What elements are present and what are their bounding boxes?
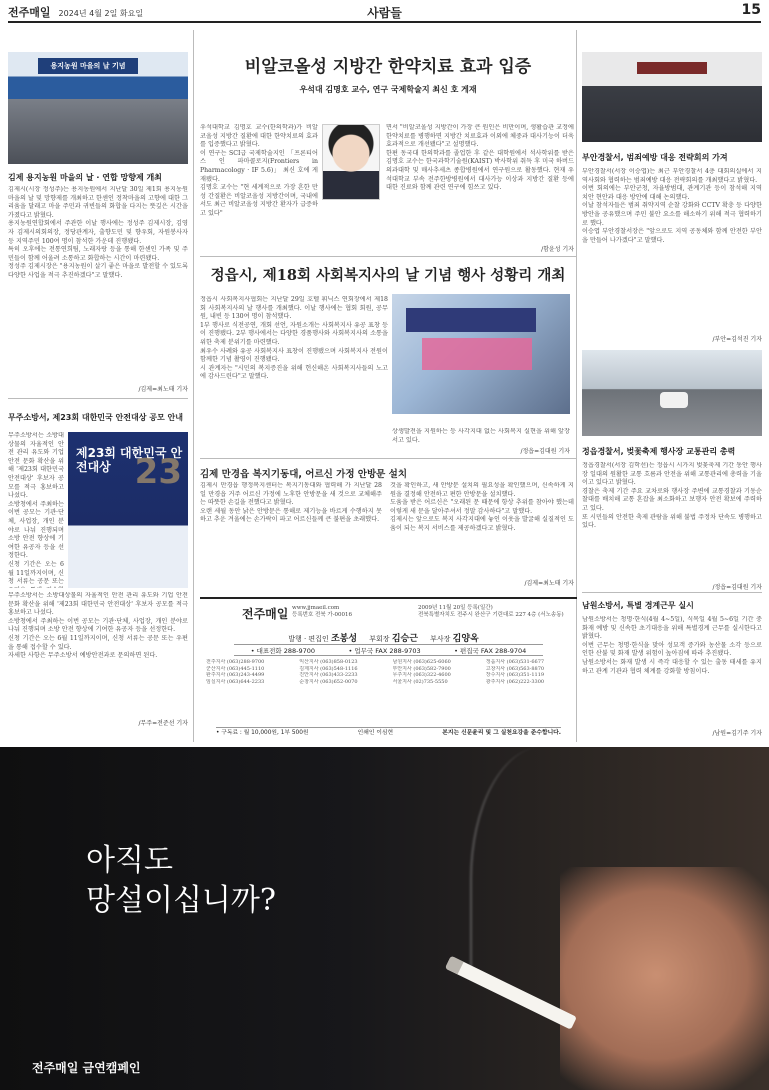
ad-headline: [86, 841, 276, 921]
photo-traffic: [582, 350, 762, 436]
article-byline: /무주=전준선 기자: [138, 720, 188, 727]
article-byline: /부안=김석진 기자: [712, 336, 762, 343]
column-divider: [193, 30, 194, 742]
masthead-address: [418, 605, 564, 619]
masthead-phones: [234, 644, 543, 656]
second-byline: /정읍=김대원 기자: [520, 448, 570, 455]
masthead-people: [200, 631, 577, 644]
article-byline: /정읍=김대원 기자: [712, 584, 762, 591]
office-entry: 고창지사 (063)563-8870: [485, 665, 545, 672]
article-byline: /남원=김기주 기자: [712, 730, 762, 737]
third-body-col1: 김제시 만경읍 행정복지센터는 복지기동대와 협력해 가 지난달 28일 만경읍 거주 어르신 가정에 노후한 안방문을 새 것으로 교체해주는 따뜻한 손길을 전했다고 밝혔다. 오랜 세월 동안 낡은 안방문은 통해로 제기능을 바르게 수행하지 못하고 추운 겨울에는 손가락이 파고 어르신들께 큰 불편을 초래했다.: [200, 482, 382, 524]
masthead-addr: 전북특별자치도 전주시 완산구 기린대로 227 4층 (서노송동): [418, 612, 564, 618]
masthead-logo: 전주매일: [242, 607, 289, 621]
publisher-label: 발행 · 편집인: [288, 635, 329, 643]
photo-sign: [422, 338, 532, 370]
page-header: [8, 4, 761, 20]
third-body-col2: 것을 확인하고, 새 안방문 설치의 필요성을 확인했으며, 신속하게 지원을 결정해 안전하고 편한 안방문을 설치했다. 도움을 받은 어르신은 "오래된 문 때문에 항상 추위를 참아야 했는데 이렇게 새 문을 달아주셔서 정말 감사하다"고 말했다. 김제시는 앞으로도 복지 사각지대에 놓인 이웃을 발굴해 실질적인 도움이 되는 복지 서비스를 제공하겠다고 밝혔다.: [390, 482, 574, 532]
ad-line-1: 아직도: [86, 843, 173, 878]
office-entry: 익산지사 (063)858-0123: [299, 659, 358, 665]
masthead-box: [200, 597, 577, 737]
photo-banner: [637, 62, 707, 74]
fax-editorial: • 편집국 FAX 288-9704: [454, 646, 527, 655]
office-entry: 무주지사 (063)322-4600: [392, 672, 451, 679]
poster-image: [68, 432, 188, 588]
article-body: 남원소방서는 청명·한식(4월 4~5일), 식목일 4월 5~6일 기간 중 화재 예방 및 신속한 초기대응을 위해 특별경계 근무를 실시한다고 밝혔다. 이번 근무는 청명·한식을 맞아 성묘객 증가와 농산물 소각 등으로 인한 산불 및 화재 발생 위험이 높아짐에 따라 추진됐다. 남원소방서는 화재 발생 시 즉각 대응할 수 있는 출동 태세를 유지하고 관계 기관과 협력 체계를 강화할 방침이다.: [582, 616, 762, 675]
third-headline: 김제 만경읍 복지기동대, 어르신 가정 안방문 설치: [200, 469, 407, 480]
cp-label: 부사장: [430, 635, 451, 643]
poster-number: 23: [134, 452, 182, 492]
page-number: 15: [741, 2, 761, 18]
ethics-statement: 본지는 신문윤리 및 그 실천요강을 준수합니다.: [442, 730, 561, 736]
masthead-reg-no: 등록번호 전북 가-00016: [292, 612, 353, 618]
portrait-photo: [322, 124, 380, 200]
office-entry: 광주지사 (062)222-3300: [485, 678, 545, 685]
ad-line-2: 망설이십니까?: [86, 883, 276, 918]
article-divider: [200, 458, 576, 459]
masthead-url-reg: [292, 605, 352, 619]
fax-business: • 업무국 FAX 288-9703: [348, 646, 421, 655]
office-entry: 임실지사 (063)644-2233: [206, 678, 265, 685]
photo-social-workers: [392, 294, 570, 414]
lead-byline: /함윤성 기자: [541, 246, 574, 253]
office-entry: 남원지사 (063)625-6060: [392, 659, 451, 665]
article-headline: 남원소방서, 특별 경계근무 실시: [582, 601, 694, 610]
office-entry: 전주지사 (063)288-9700: [206, 659, 265, 665]
header-brand: 전주매일: [8, 6, 51, 19]
photo-car: [660, 392, 688, 408]
poster-title: 제23회 대한민국 안전대상: [76, 446, 183, 474]
office-entry: 군산지사 (063)445-1110: [206, 665, 265, 672]
section-title: 사람들: [367, 6, 402, 20]
article-body-part2: 무주소방서는 소방대상물의 자율적인 안전 관리 유도와 기업 안전 문화 확산을 위해 '제23회 대한민국 안전대상' 후보자 공모를 적극 홍보하고 나섰다. 소방청에서 주최하는 이번 공모는 기관·단체, 사업장, 개인 분야로 나눠 진행되며 소방 안전 향상에 기여한 유공자 등을 선정한다. 신청 기간은 오는 6월 11일까지이며, 신청 서류는 공문 또는 우편을 통해 접수할 수 있다. 자세한 사항은 무주소방서 예방안전과로 문의하면 된다.: [8, 592, 188, 660]
article-byline: /김제=최노태 기자: [138, 386, 188, 393]
masthead-footer: [216, 727, 561, 738]
office-entry: 김제지사 (063)548-1116: [299, 665, 358, 672]
article-divider: [582, 592, 762, 593]
photo-banner-text: 용지농원 마을의 날 기념: [38, 58, 138, 74]
masthead-url[interactable]: www.jjmaeil.com: [292, 605, 340, 611]
article-headline: 무주소방서, 제23회 대한민국 안전대상 공모 안내: [8, 413, 183, 422]
subscription-price: • 구독료 : 월 10,000원, 1부 500원: [216, 730, 309, 736]
article-divider: [8, 398, 188, 399]
article-body: 정읍경찰서(서장 김학선)는 정읍시 시가지 벚꽃축제 기간 동안 행사장 일대의 원활한 교통 흐름과 안전을 위해 교통관리에 총력을 기울이고 있다고 밝혔다. 경찰은 축제 기간 주요 교차로와 행사장 주변에 교통경찰과 기동순찰대를 배치해 교통 혼잡을 최소화하고 보행자 안전 확보에 주력하고 있다. 또 시민들의 안전한 축제 관람을 위해 불법 주정차 단속도 병행하고 있다.: [582, 462, 762, 530]
photo-police-meeting: [582, 52, 762, 142]
hand-graphic: [560, 867, 769, 1090]
second-body-col1: 정읍시 사회복지사협회는 지난달 29일 호텔 휘닉스 연회장에서 제18회 사회복지사의 날 행사를 개최했다. 이날 행사에는 협회 회원, 공무원, 내빈 등 130여 명이 참석했다. 1부 행사로 식전공연, 개회 선언, 자원소개는 사회복지사 유공 표창 등이 진행됐다. 2부 행사에서는 다양한 경품행사와 사회복지사의 소통을 위한 축제 분위기를 마련했다. 최우수 사례와 유공 사회복지사 표창이 진행됐으며 사회복지사 전원이 함께한 기념 촬영이 진행됐다. 시 관계자는 "시민의 복지증진을 위해 헌신해온 사회복지사들의 노고에 감사드린다"고 말했다.: [200, 296, 388, 381]
second-headline: 정읍시, 제18회 사회복지사의 날 기념 행사 성황리 개최: [210, 267, 566, 284]
printer-name: 인쇄인 이심현: [357, 730, 394, 736]
header-rule: [8, 21, 761, 23]
article-headline: 부안경찰서, 범죄예방 대응 전략회의 가져: [582, 153, 728, 162]
header-date: 2024년 4월 2일 화요일: [58, 9, 144, 18]
article-headline: 정읍경찰서, 벚꽃축제 행사장 교통관리 총력: [582, 447, 736, 456]
article-body: 부안경찰서(서장 이승엽)는 최근 부안경찰서 4층 대회의실에서 지역사회와 협력하는 범죄예방 대응 전략회의를 개최했다고 밝혔다. 이번 회의에는 부안군청, 자율방범대, 관계기관 등이 참석해 지역 치안 현안과 대응 방안에 대해 논의했다. 이날 참석자들은 범죄 취약지역 순찰 강화와 CCTV 확충 등 다양한 방안을 공유했으며 주민 불안 요소를 해소하기 위해 적극 협력하기로 했다. 이승엽 부안경찰서장은 "앞으로도 지역 공동체와 함께 안전한 부안을 만들어 나가겠다"고 말했다.: [582, 168, 762, 244]
article-divider: [200, 256, 576, 257]
anti-smoking-ad: [0, 747, 769, 1090]
lead-subhead: 우석대 김명호 교수, 연구 국제학술지 최신 호 게재: [299, 85, 477, 94]
office-entry: 순창지사 (063)652-0070: [299, 678, 358, 685]
photo-banner: [406, 308, 536, 332]
vp-name: 김승근: [391, 634, 418, 644]
cp-name: 김양옥: [452, 634, 479, 644]
publisher-name: 조봉성: [330, 634, 358, 644]
article-body-part1: 무주소방서는 소방대상물의 자율적인 안전 관리 유도와 기업 안전 문화 확산을 위해 '제23회 대한민국 안전대상' 후보자 공모를 적극 홍보하고 나섰다. 소방청에서 주최하는 이번 공모는 기관·단체, 사업장, 개인 분야로 나눠 진행되며 소방 안전 향상에 기여한 유공자 등을 선정한다. 신청 기간은 오는 6월 11일까지이며, 신청 서류는 공문 또는: [8, 432, 64, 586]
article-headline: 김제 용지농원 마을의 날 · 연합 망향제 개최: [8, 173, 162, 182]
lead-body-col2: 면서 "비알코올성 지방간이 가장 큰 원인은 비만이며, 생활습관 교정에 한약치료를 병행하면 지방간 치료효과 이외에 체중과 대사기능이 더욱 효과적으로 개선됐다"고 설명했다. 한편 동국대 한의학과를 졸업한 후 같은 대학원에서 석사학위를 받은 김명호 교수는 한국과학기술원(KAIST) 박사학위 취득 후 미국 하버드 의과대학 및 매사추세츠 종합병원에서 연구원으로 활동했다. 현재 우석대학교 부속 전주한방병원에서 대사가능 이상과 지방간 질환 등에 대한 진료와 함께 관련 연구에 힘쓰고 있다.: [386, 124, 574, 192]
vp-label: 부회장: [369, 635, 390, 643]
photo-village-event: [8, 52, 188, 164]
second-body-col3: 상생발전을 지원하는 등 사각지대 없는 사회복지 실현을 위해 앞장서고 있다.: [392, 428, 570, 444]
office-entry: 장수지사 (063)351-1119: [485, 672, 545, 679]
office-entry: 정읍지사 (063)531-6677: [485, 659, 545, 665]
article-body: 김제시(시장 정성주)는 용지농원에서 지난달 30일 제1회 용지농원 마을의 날 및 망향제를 개최하고 한센인 정착마을의 고향에 대한 그리움을 달래고 마을 주민과 귀빈들의 화합을 다지는 뜻깊은 시간을 가졌다고 밝혔다. 용지농원연합회에서 주관한 이날 행사에는 정성주 김제시장, 김영자 김제시의회의장, 정당관계자, 출향도민 및 향우회, 자원봉사자 등 지역주민 100여 명이 참석한 가운데 진행됐다. 특히 오후에는 전통연희팀, 노래자랑 등을 통해 한센인 가족 및 주민들이 함께 어울려 소통하고 화합하는 시간이 마련됐다. 정성주 김제시장은 "용지농원이 살기 좋은 마을로 발전할 수 있도록 다양한 사업을 적극 추진하겠다"고 말했다.: [8, 186, 188, 279]
office-entry: 진안지사 (063)433-2233: [299, 672, 358, 679]
office-entry: 서울지사 (02)735-5550: [392, 678, 448, 685]
office-entry: 완주지사 (063)243-4499: [206, 672, 265, 679]
masthead-reg-date: 2009년 11월 20일 등록(일간): [418, 605, 493, 611]
third-byline: /김제=최노태 기자: [524, 580, 574, 587]
lead-body-col1: 우석대학교 김명호 교수(한의학과)가 비알코올성 지방간 질환에 대한 한약치료의 효과를 입증했다고 밝혔다. 이 연구는 SCI급 국제학술지인 「프론티어스 인 파마콜로지(Frontiers in Pharmacology · IF 5.6)」 최신 호에 게재됐다. 김명호 교수는 "현 세계적으로 가장 흔한 만성 간질환은 비알코올성 지방간이며, 국내에서도 최근 비알코올성 지방간 환자가 급증하고 있다": [200, 124, 318, 217]
lead-headline: 비알코올성 지방간 한약치료 효과 입증: [244, 57, 532, 77]
phone-main: • 대표전화 288-9700: [250, 646, 316, 655]
ad-campaign-label: 전주매일 금연캠페인: [32, 1061, 141, 1075]
office-entry: 부안지사 (063)582-7900: [392, 665, 451, 672]
office-directory: [206, 659, 573, 685]
